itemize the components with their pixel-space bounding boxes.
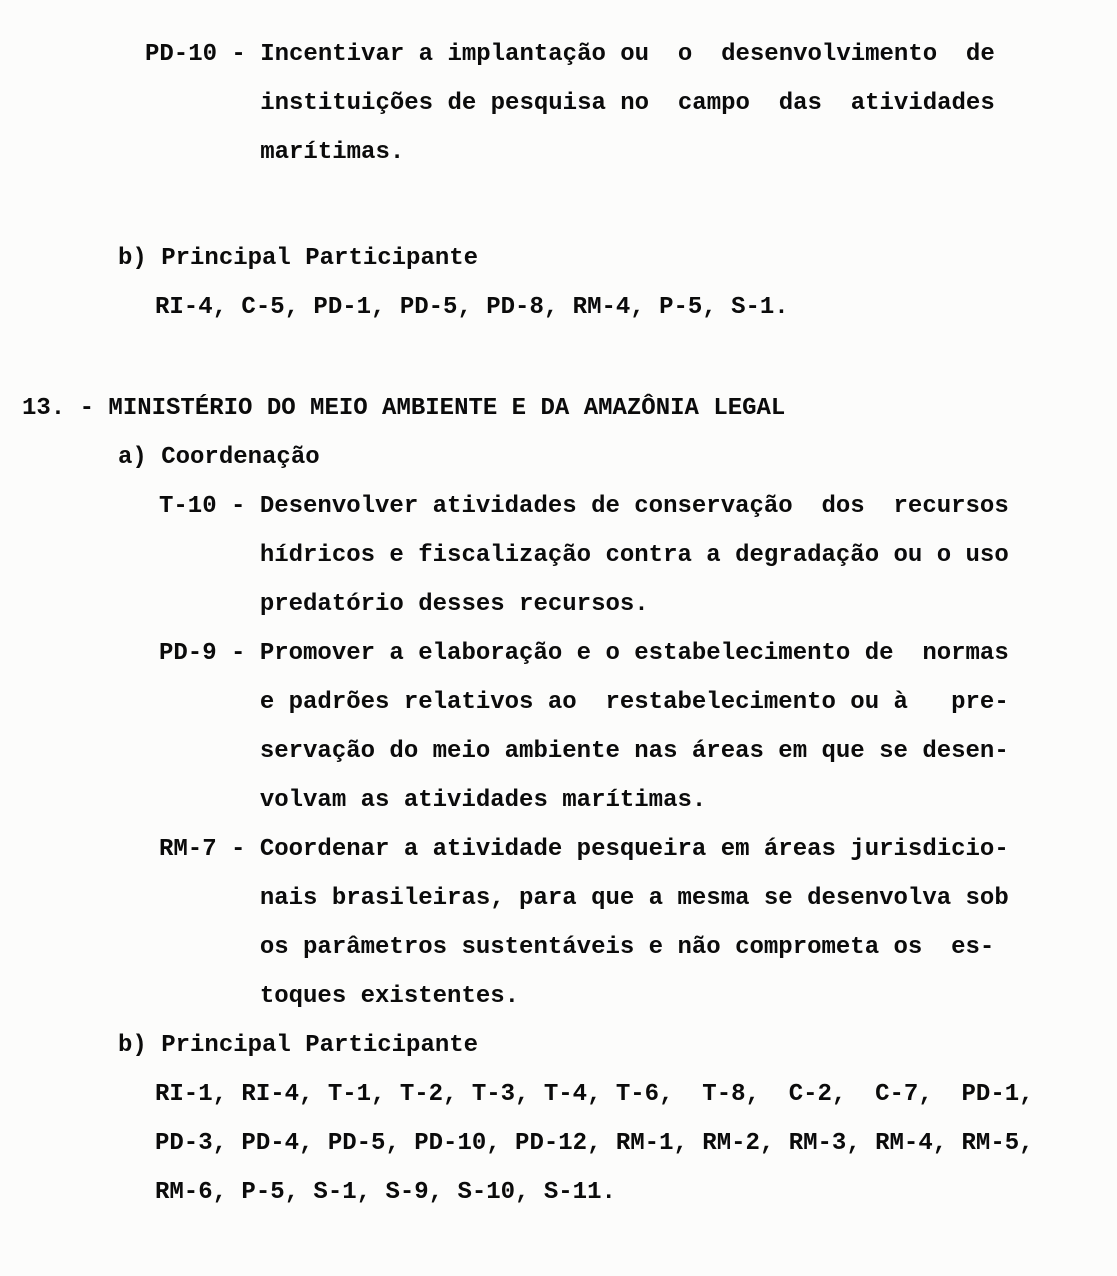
text-line: e padrões relativos ao restabelecimento ou à pre- [259,689,1009,716]
entry-code: RM-7 - [159,836,246,863]
text-line: Coordenar a atividade pesqueira em áreas jurisdicio- [259,836,1009,863]
entry-pd10 [145,30,1117,177]
text-line: predatório desses recursos. [259,591,649,618]
coordenacao-label: a) Coordenação [118,444,320,471]
text-line: servação do meio ambiente nas áreas em que se desen- [259,738,1009,765]
entry-text [260,629,1009,825]
text-line: nais brasileiras, para que a mesma se desenvolva sob [259,885,1009,912]
participante-codes-line: RM-6, P-5, S-1, S-9, S-10, S-11. [155,1179,616,1206]
text-line: Incentivar a implantação ou o desenvolvimento de [260,41,995,68]
participante-codes-line: RI-4, C-5, PD-1, PD-5, PD-8, RM-4, P-5, S-1. [155,294,789,321]
entry-t10 [159,482,1117,629]
entry-code: PD-10 - [145,41,246,68]
entry-pd9 [159,629,1117,825]
text-line: instituições de pesquisa no campo das atividades [260,90,995,117]
text-line: os parâmetros sustentáveis e não comprometa os es- [259,934,995,961]
entry-code: T-10 - [159,493,246,520]
text-line: marítimas. [260,139,405,166]
text-line: hídricos e fiscalização contra a degradação ou o uso [259,542,1009,569]
entry-text [260,482,1009,629]
entry-code: PD-9 - [159,640,246,667]
principal-participante-label: b) Principal Participante [118,245,479,272]
text-line: toques existentes. [259,983,520,1010]
text-line: Desenvolver atividades de conservação dos recursos [259,493,1009,520]
entry-rm7 [159,825,1117,1021]
principal-participante-label: b) Principal Participante [118,1032,479,1059]
section-13-heading: 13. - MINISTÉRIO DO MEIO AMBIENTE E DA AMAZÔNIA LEGAL [22,395,786,422]
text-line: Promover a elaboração e o estabelecimento de normas [259,640,1009,667]
participante-codes-line: RI-1, RI-4, T-1, T-2, T-3, T-4, T-6, T-8, C-2, C-7, PD-1, [155,1081,1034,1108]
text-line: volvam as atividades marítimas. [259,787,707,814]
entry-text [260,30,995,177]
entry-text [260,825,1009,1021]
participante-codes-line: PD-3, PD-4, PD-5, PD-10, PD-12, RM-1, RM-2, RM-3, RM-4, RM-5, [155,1130,1034,1157]
